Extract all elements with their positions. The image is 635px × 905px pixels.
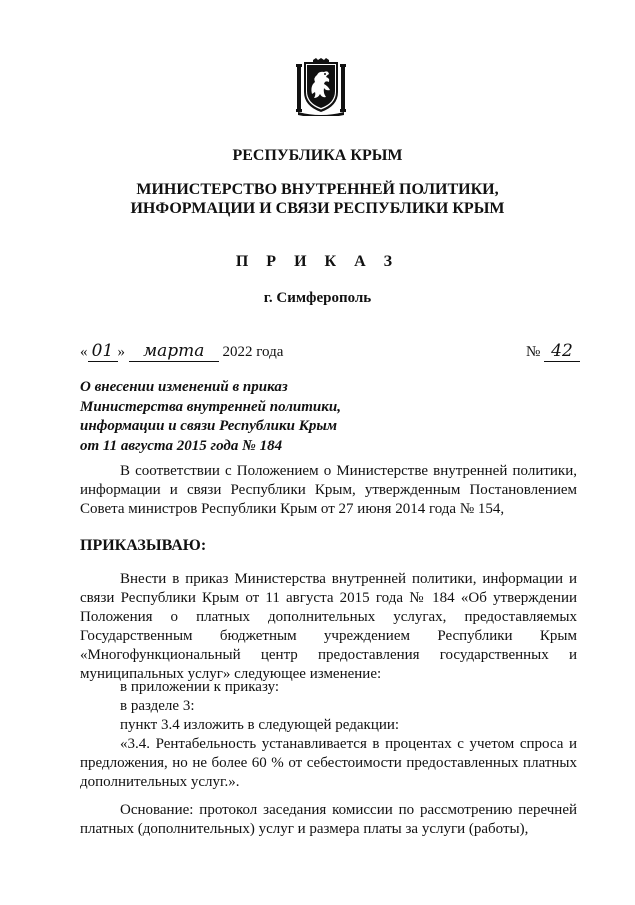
city-line: г. Симферополь: [263, 290, 372, 306]
subject-line: Министерства внутренней политики,: [80, 398, 341, 415]
amendment-steps: [80, 678, 577, 735]
order-directive-word: ПРИКАЗЫВАЮ:: [80, 537, 207, 554]
republic-heading: РЕСПУБЛИКА КРЫМ: [232, 147, 403, 164]
subject-line: информации и связи Республики Крым: [80, 418, 338, 434]
crimea-coat-of-arms-icon: [296, 58, 346, 116]
basis-paragraph: В соответствии с Положением о Министерстве внутренней политики, информации и связи Республики Крым, утвержденным Постановлением Совета министров Республики Крым от 27 июня 2014 года № 154,: [80, 463, 577, 517]
date-month-handwritten: марта: [129, 341, 219, 362]
date-day-handwritten: 01: [88, 341, 118, 362]
date-close-quote: »: [117, 344, 125, 360]
number-handwritten: 42: [544, 341, 580, 362]
ground-paragraph: Основание: протокол заседания комиссии по рассмотрению перечней платных (дополнительных) услуг и размера платы за услуги (работы),: [80, 802, 577, 837]
date-number-row: [80, 341, 580, 365]
subject-line: от 11 августа 2015 года № 184: [80, 437, 283, 454]
ministry-heading-line1: МИНИСТЕРСТВО ВНУТРЕННЕЙ ПОЛИТИКИ,: [136, 181, 499, 198]
ministry-heading-line2: ИНФОРМАЦИИ И СВЯЗИ РЕСПУБЛИКИ КРЫМ: [130, 200, 505, 217]
date-year: 2022 года: [222, 344, 284, 360]
new-wording-paragraph: «3.4. Рентабельность устанавливается в процентах с учетом спроса и предложения, но не более 60 % от себестоимости предоставленных платных дополнительных услуг.».: [80, 736, 577, 790]
subject-line: О внесении изменений в приказ: [80, 379, 288, 395]
step-section: в разделе 3:: [120, 698, 195, 714]
order-subject: [80, 378, 380, 456]
order-number: [526, 341, 580, 362]
step-point: пункт 3.4 изложить в следующей редакции:: [120, 717, 400, 733]
order-date: [80, 341, 283, 362]
step-appendix: в приложении к приказу:: [120, 679, 280, 695]
amendment-intro-paragraph: Внести в приказ Министерства внутренней политики, информации и связи Республики Крым от 11 августа 2015 года № 184 «Об утверждении Положения о платных дополнительных услугах, предоставляемых Государственным бюджетным учреждением Республики Крым «Многофункциональный центр предоставления государственных и муниципальных услуг» следующее изменение:: [80, 571, 577, 682]
date-open-quote: «: [80, 344, 88, 360]
document-type-heading: П Р И К А З: [235, 253, 400, 270]
number-label: №: [525, 344, 541, 360]
